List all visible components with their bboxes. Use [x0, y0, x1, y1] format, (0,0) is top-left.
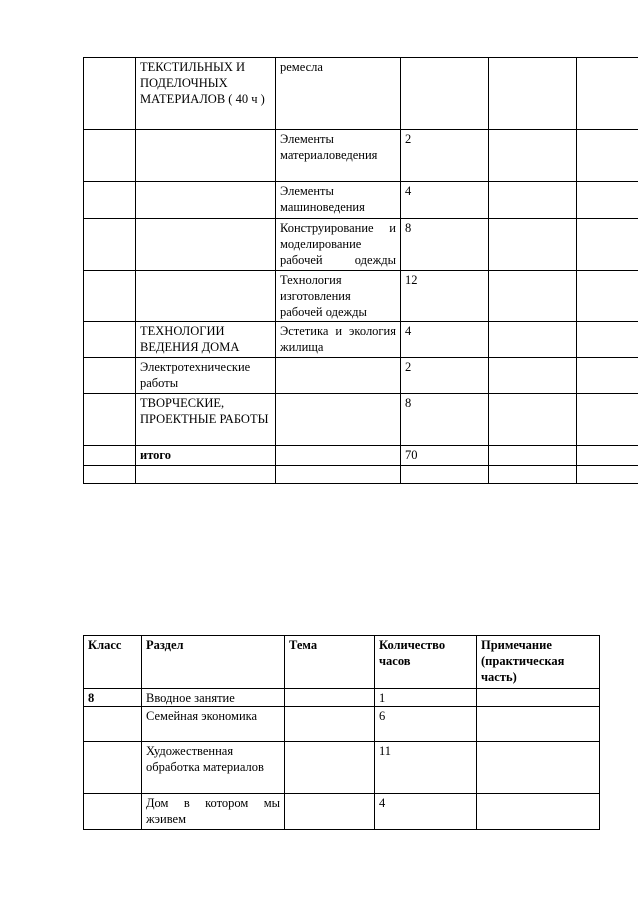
- section-cell: Семейная экономика: [142, 707, 285, 742]
- extra-cell: [577, 322, 638, 358]
- note-cell: [489, 466, 577, 484]
- section-cell: Дом в котором мы жэивем: [142, 794, 285, 830]
- curriculum-table-grade-8: [83, 635, 600, 830]
- hours-cell: 4: [401, 182, 489, 219]
- note-cell: [489, 358, 577, 394]
- note-cell: [489, 58, 577, 130]
- hours-cell: 11: [375, 742, 477, 794]
- header-hours: Количество часов: [375, 636, 477, 689]
- table-row: [84, 689, 600, 707]
- section-cell: [136, 219, 276, 271]
- hours-cell: 4: [401, 322, 489, 358]
- table-row: [84, 271, 638, 322]
- curriculum-table-continued: [83, 57, 638, 484]
- section-cell: [136, 182, 276, 219]
- topic-cell: Элементы машиноведения: [276, 182, 401, 219]
- class-cell: [84, 466, 136, 484]
- topic-cell: [285, 689, 375, 707]
- hours-cell: 2: [401, 130, 489, 182]
- topic-cell: Элементы материаловедения: [276, 130, 401, 182]
- note-cell: [477, 794, 600, 830]
- class-cell: [84, 358, 136, 394]
- table-row: [84, 466, 638, 484]
- header-topic: Тема: [285, 636, 375, 689]
- table-row: [84, 219, 638, 271]
- section-cell: ТЕХНОЛОГИИ ВЕДЕНИЯ ДОМА: [136, 322, 276, 358]
- section-cell: Электротехнические работы: [136, 358, 276, 394]
- topic-cell: [276, 466, 401, 484]
- hours-cell: 4: [375, 794, 477, 830]
- section-cell: ТЕКСТИЛЬНЫХ И ПОДЕЛОЧНЫХ МАТЕРИАЛОВ ( 40 ч ): [136, 58, 276, 130]
- table-row: [84, 58, 638, 130]
- hours-cell: 1: [375, 689, 477, 707]
- note-cell: [489, 219, 577, 271]
- extra-cell: [577, 182, 638, 219]
- hours-cell: 12: [401, 271, 489, 322]
- header-note: Примечание (практическая часть): [477, 636, 600, 689]
- note-cell: [489, 394, 577, 446]
- section-cell: [136, 130, 276, 182]
- section-cell: [136, 271, 276, 322]
- topic-cell: Технология изготовления рабочей одежды: [276, 271, 401, 322]
- topic-cell: [276, 446, 401, 466]
- class-cell: [84, 130, 136, 182]
- class-cell: [84, 271, 136, 322]
- topic-cell: ремесла: [276, 58, 401, 130]
- topic-cell: [285, 742, 375, 794]
- extra-cell: [577, 358, 638, 394]
- topic-cell: [276, 394, 401, 446]
- class-cell: 8: [84, 689, 142, 707]
- extra-cell: [577, 394, 638, 446]
- class-cell: [84, 707, 142, 742]
- table-row: [84, 358, 638, 394]
- note-cell: [489, 182, 577, 219]
- note-cell: [489, 322, 577, 358]
- total-label: итого: [136, 446, 276, 466]
- class-cell: [84, 219, 136, 271]
- topic-cell: [276, 358, 401, 394]
- table-row: [84, 742, 600, 794]
- hours-cell: [401, 466, 489, 484]
- class-cell: [84, 742, 142, 794]
- table-row: [84, 794, 600, 830]
- class-cell: [84, 58, 136, 130]
- table-header-row: [84, 636, 600, 689]
- class-cell: [84, 794, 142, 830]
- topic-cell: [285, 707, 375, 742]
- class-cell: [84, 182, 136, 219]
- section-cell: [136, 466, 276, 484]
- hours-cell: 2: [401, 358, 489, 394]
- extra-cell: [577, 219, 638, 271]
- section-cell: ТВОРЧЕСКИЕ, ПРОЕКТНЫЕ РАБОТЫ: [136, 394, 276, 446]
- topic-cell: [285, 794, 375, 830]
- hours-cell: [401, 58, 489, 130]
- extra-cell: [577, 466, 638, 484]
- note-cell: [477, 707, 600, 742]
- section-cell: Вводное занятие: [142, 689, 285, 707]
- table-row: [84, 394, 638, 446]
- hours-cell: 8: [401, 219, 489, 271]
- note-cell: [489, 446, 577, 466]
- class-cell: [84, 394, 136, 446]
- total-hours: 70: [401, 446, 489, 466]
- note-cell: [477, 689, 600, 707]
- hours-cell: 6: [375, 707, 477, 742]
- table-row: [84, 707, 600, 742]
- extra-cell: [577, 130, 638, 182]
- table-row: [84, 446, 638, 466]
- topic-cell: Конструирование и моделирование рабочей одежды: [276, 219, 401, 271]
- header-section: Раздел: [142, 636, 285, 689]
- class-cell: [84, 322, 136, 358]
- hours-cell: 8: [401, 394, 489, 446]
- note-cell: [477, 742, 600, 794]
- note-cell: [489, 271, 577, 322]
- extra-cell: [577, 271, 638, 322]
- table-row: [84, 130, 638, 182]
- topic-cell: Эстетика и экология жилища: [276, 322, 401, 358]
- section-cell: Художественная обработка материалов: [142, 742, 285, 794]
- class-cell: [84, 446, 136, 466]
- extra-cell: [577, 58, 638, 130]
- table-row: [84, 322, 638, 358]
- table-row: [84, 182, 638, 219]
- extra-cell: [577, 446, 638, 466]
- note-cell: [489, 130, 577, 182]
- header-class: Класс: [84, 636, 142, 689]
